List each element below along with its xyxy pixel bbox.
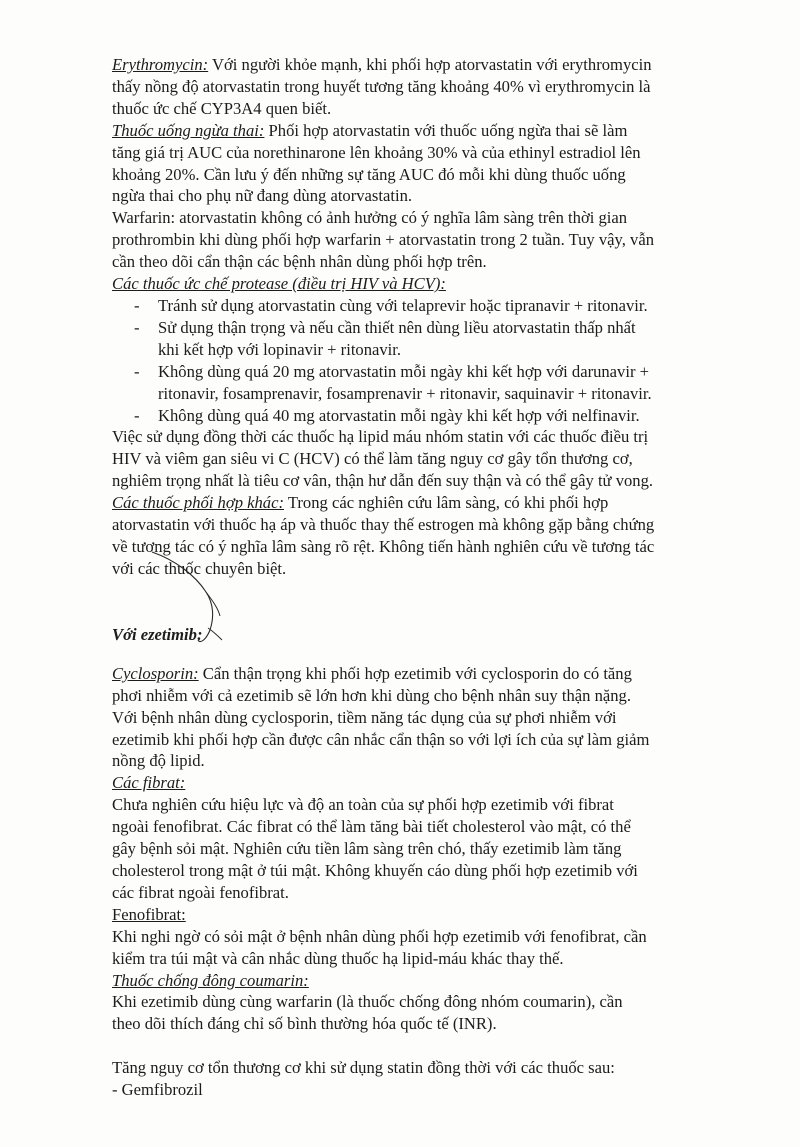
protease-heading: Các thuốc ức chế protease (điều trị HIV và HCV):: [112, 274, 446, 294]
other-drugs-paragraph-line-4: với các thuốc chuyên biệt.: [112, 558, 287, 578]
spacer: [112, 1035, 782, 1057]
cyclosporin-heading: Cyclosporin:: [112, 663, 199, 683]
other-drugs-paragraph-line-1: Các thuốc phối hợp khác: Trong các nghiên cứu lâm sàng, có khi phối hợp: [112, 493, 609, 513]
fibrat-paragraph-line-3: gây bệnh sỏi mật. Nghiên cứu tiền lâm sàng trên chó, thấy ezetimib làm tăng: [112, 839, 622, 859]
spacer: [112, 602, 782, 608]
fibrat-heading: Các fibrat:: [112, 773, 186, 793]
warfarin-paragraph-line-2: prothrombin khi dùng phối hợp warfarin + atorvastatin trong 2 tuần. Tuy vậy, vẫn: [112, 230, 654, 250]
protease-list-item-3-cont: ritonavir, fosamprenavir, fosamprenavir + ritonavir, saquinavir + ritonavir.: [158, 383, 652, 403]
list-dash: -: [134, 295, 140, 315]
cyclosporin-paragraph-line-5: nồng độ lipid.: [112, 751, 205, 771]
closing-paragraph-line-1: Tăng nguy cơ tổn thương cơ khi sử dụng statin đồng thời với các thuốc sau:: [112, 1058, 615, 1078]
fenofibrat-paragraph-line-1: Khi nghi ngờ có sỏi mật ở bệnh nhân dùng phối hợp ezetimib với fenofibrat, cần: [112, 926, 647, 946]
spacer: [112, 580, 782, 602]
warfarin-paragraph-line-3: cần theo dõi cẩn thận các bệnh nhân dùng phối hợp trên.: [112, 252, 487, 272]
erythromycin-paragraph-line-3: thuốc ức chế CYP3A4 quen biết.: [112, 98, 332, 118]
erythromycin-paragraph-line-2: thấy nồng độ atorvastatin trong huyết tương tăng khoảng 40% vì erythromycin là: [112, 76, 651, 96]
erythromycin-heading: Erythromycin:: [112, 55, 209, 74]
other-drugs-paragraph-line-2: atorvastatin với thuốc hạ áp và thuốc thay thế estrogen mà không gặp bằng chứng: [112, 515, 655, 535]
fenofibrat-heading: Fenofibrat:: [112, 904, 186, 924]
fibrat-paragraph-line-5: các fibrat ngoài fenofibrat.: [112, 882, 289, 902]
fenofibrat-paragraph-line-2: kiểm tra túi mật và cân nhắc dùng thuốc hạ lipid-máu khác thay thế.: [112, 948, 564, 968]
closing-list-item-gemfibrozil: - Gemfibrozil: [112, 1080, 203, 1100]
document-page: [112, 54, 782, 1101]
fibrat-paragraph-line-4: cholesterol trong mật ở túi mật. Không khuyến cáo dùng phối hợp ezetimib với: [112, 861, 638, 880]
list-dash: -: [134, 361, 140, 381]
statin-hiv-paragraph-line-2: HIV và viêm gan siêu vi C (HCV) có thể làm tăng nguy cơ gây tổn thương cơ,: [112, 449, 633, 469]
protease-list-item-2: - Sử dụng thận trọng và nếu cần thiết nên dùng liều atorvastatin thấp nhất: [134, 317, 636, 337]
coumarin-heading-line: [112, 970, 782, 992]
fenofibrat-heading-line: [112, 904, 782, 926]
erythromycin-paragraph-line-1: Erythromycin: Với người khỏe mạnh, khi phối hợp atorvastatin với erythromycin: [112, 55, 652, 74]
statin-hiv-paragraph-line-1: Việc sử dụng đồng thời các thuốc hạ lipid máu nhóm statin với các thuốc điều trị: [112, 427, 649, 447]
coumarin-paragraph-line-1: Khi ezetimib dùng cùng warfarin (là thuốc chống đông nhóm coumarin), cần: [112, 992, 623, 1012]
protease-heading-line: [112, 273, 782, 295]
fibrat-heading-line: [112, 772, 782, 794]
list-dash: -: [134, 405, 140, 425]
cyclosporin-paragraph-line-2: phơi nhiễm với cả ezetimib sẽ lớn hơn khi dùng cho bệnh nhân suy thận nặng.: [112, 685, 631, 705]
warfarin-paragraph-line-1: Warfarin: atorvastatin không có ảnh hưởng có ý nghĩa lâm sàng trên thời gian: [112, 208, 628, 228]
ezetimib-heading: Với ezetimib:: [112, 625, 203, 645]
list-dash: -: [134, 317, 140, 337]
contraceptive-paragraph-line-1: Thuốc uống ngừa thai: Phối hợp atorvastatin với thuốc uống ngừa thai sẽ làm: [112, 120, 628, 140]
cyclosporin-paragraph-line-1: Cyclosporin: Cẩn thận trọng khi phối hợp ezetimib với cyclosporin do có tăng: [112, 663, 632, 683]
protease-list-item-1: - Tránh sử dụng atorvastatin cùng với telaprevir hoặc tipranavir + ritonavir.: [134, 295, 648, 315]
other-drugs-paragraph-line-3: về tương tác có ý nghĩa lâm sàng rõ rệt. Không tiến hành nghiên cứu về tương tác: [112, 536, 655, 556]
coumarin-paragraph-line-2: theo dõi thích đáng chỉ số bình thường hóa quốc tế (INR).: [112, 1014, 497, 1034]
cyclosporin-paragraph-line-3: Với bệnh nhân dùng cyclosporin, tiềm năng tác dụng của sự phơi nhiễm với: [112, 707, 617, 727]
cyclosporin-paragraph-line-4: ezetimib khi phối hợp cần được cân nhắc cẩn thận so với lợi ích của sự làm giảm: [112, 729, 650, 749]
coumarin-heading: Thuốc chống đông coumarin:: [112, 970, 309, 990]
contraceptive-paragraph-line-2: tăng giá trị AUC của norethinarone lên khoảng 30% và của ethinyl estradiol lên: [112, 142, 641, 162]
protease-list-item-2-cont: khi kết hợp với lopinavir + ritonavir.: [158, 339, 402, 359]
statin-hiv-paragraph-line-3: nghiêm trọng nhất là tiêu cơ vân, thận hư dẫn đến suy thận và có thể gây tử vong.: [112, 471, 654, 491]
fibrat-paragraph-line-1: Chưa nghiên cứu hiệu lực và độ an toàn của sự phối hợp ezetimib với fibrat: [112, 795, 614, 815]
contraceptive-heading: Thuốc uống ngừa thai:: [112, 120, 265, 140]
fibrat-paragraph-line-2: ngoài fenofibrat. Các fibrat có thể làm tăng bài tiết cholesterol vào mật, có thể: [112, 817, 631, 837]
contraceptive-paragraph-line-3: khoảng 20%. Cần lưu ý đến những sự tăng AUC đó mỗi khi dùng thuốc uống: [112, 164, 626, 184]
protease-list-item-3: - Không dùng quá 20 mg atorvastatin mỗi ngày khi kết hợp với darunavir +: [134, 361, 649, 381]
other-drugs-heading: Các thuốc phối hợp khác:: [112, 493, 284, 513]
protease-list-item-4: - Không dùng quá 40 mg atorvastatin mỗi ngày khi kết hợp với nelfinavir.: [134, 405, 640, 425]
contraceptive-paragraph-line-4: ngừa thai cho phụ nữ đang dùng atorvastatin.: [112, 186, 413, 206]
